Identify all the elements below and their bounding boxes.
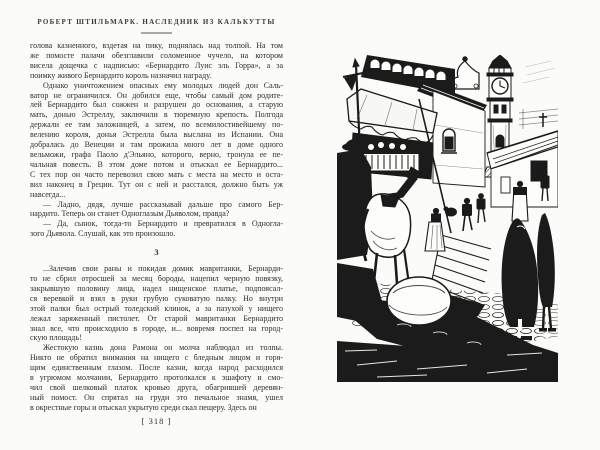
text-line: Однако уничтожением опасных ему молодых людей дон Саль- <box>43 80 283 90</box>
text-line: Никто не обратил внимания на нищего с бледным лицом и горя- <box>30 353 283 363</box>
text-line: в угрюмом молчании, Бернардито протолкался к эшафоту и смо- <box>30 373 283 383</box>
text-column <box>30 41 283 413</box>
text-line: нардито. Теперь он станет Одноглазым Дьяволом, правда? <box>30 209 230 219</box>
text-line: же помосте палачи обезглавили соломенное чучело, на котором <box>30 50 283 60</box>
text-line: лей Бернардито был сожжен и разрушен до основания, а старую <box>30 100 283 110</box>
text-line: в окрестные горы и отыскал укрытую среди скал пещеру. Здесь он <box>30 402 257 412</box>
text-line: щим единственным глазом. После казни, когда народ расходился <box>30 363 283 373</box>
running-header: РОБЕРТ ШТИЛЬМАРК. НАСЛЕДНИК ИЗ КАЛЬКУТТЫ <box>37 18 276 26</box>
text-line: мать, донью Эстреллу, заключили в тюремную крепость. Полгода <box>30 110 283 120</box>
text-line: велению короля, донья Эстрелла была выслана из Испании. Она <box>30 130 283 140</box>
text-line: навсегда... <box>30 189 66 199</box>
paragraph <box>30 264 283 343</box>
text-line: поимку живого Бернардито король назначил награду. <box>30 70 212 80</box>
baroque-gable <box>451 57 479 89</box>
text-line: зого Дьявола. Слушай, как это произошло. <box>30 229 176 239</box>
text-line: ный помост. Он спрятал на груди это печальное знамя, ушел <box>30 392 283 402</box>
paragraph <box>30 343 283 412</box>
text-line: то не сбрил отросшей за месяц бороды, нацепил черную повязку, <box>30 274 283 284</box>
text-line: этой палки был острый толедский клинок, а за пазухой у нищего <box>30 303 283 313</box>
text-line: закрывшую половину лица, надел нищенское платье, подпоясал- <box>30 283 283 293</box>
sky-hatching <box>523 61 555 83</box>
robed-figure <box>512 181 528 221</box>
background-wall <box>519 109 558 129</box>
paragraph <box>30 41 283 81</box>
text-line: Жестокую казнь дона Рамона он молча наблюдал из толпы. <box>43 343 283 353</box>
text-line: знал все, что происходило в городе, и... вовремя поспел на город- <box>30 323 283 333</box>
paragraph <box>30 81 283 200</box>
section-heading: 3 <box>154 247 159 258</box>
header-divider <box>141 32 172 34</box>
text-line: — Ладно, дядя, лучше рассказывай дальше про самого Бер- <box>43 199 283 209</box>
text-line: добралась до Венеции и там прожила много лет в доме одного <box>30 140 283 150</box>
paragraph <box>30 200 283 220</box>
text-line: вил наконец в Греции. Тут он с ней и расстался, должно быть уж <box>30 179 283 189</box>
text-line: ...Залечив свои раны и покидая домик мавританки, Бернарди- <box>43 264 283 274</box>
text-line: лежал заряженный пистолет. От старой мавританки Бернардито <box>30 313 283 323</box>
foreground-head <box>387 277 451 325</box>
woman-figure <box>425 208 445 251</box>
text-line: чальная повесть. В этом доме потом и отыскал ее Бернардито... <box>30 159 283 169</box>
text-line: висела дощечка с надписью: «Бернардито Луис эль Горра», а за <box>30 60 283 70</box>
text-line: ся веревкой и взял в руки грубую суковатую палку. Но внутри <box>30 293 283 303</box>
text-line: чил свой шелковый платок кровью друга, обагрившей деревян- <box>30 383 283 392</box>
text-line: скую площадь! <box>30 333 82 343</box>
text-line: голова казненного, вздетая на пику, поднялась над толпой. На том <box>30 41 283 50</box>
page-number: [ 318 ] <box>141 416 172 426</box>
text-line: ватор не ограничился. Он добился еще, чтобы самый дом родите- <box>30 90 283 100</box>
text-line: С тех пор он часто перевозил свою мать с места на место и оста- <box>30 169 283 179</box>
text-line: вельможи, графа Паоло д'Эльяно, которого, верно, тронула ее пе- <box>30 149 283 159</box>
book-illustration <box>337 55 558 382</box>
text-line: держали ее там заложницей, а затем, по всемилостивейшему по- <box>30 120 283 130</box>
text-line: — Да, сынок, тогда-то Бернардито и превратился в Одногла- <box>43 219 283 229</box>
paragraph <box>30 219 283 239</box>
